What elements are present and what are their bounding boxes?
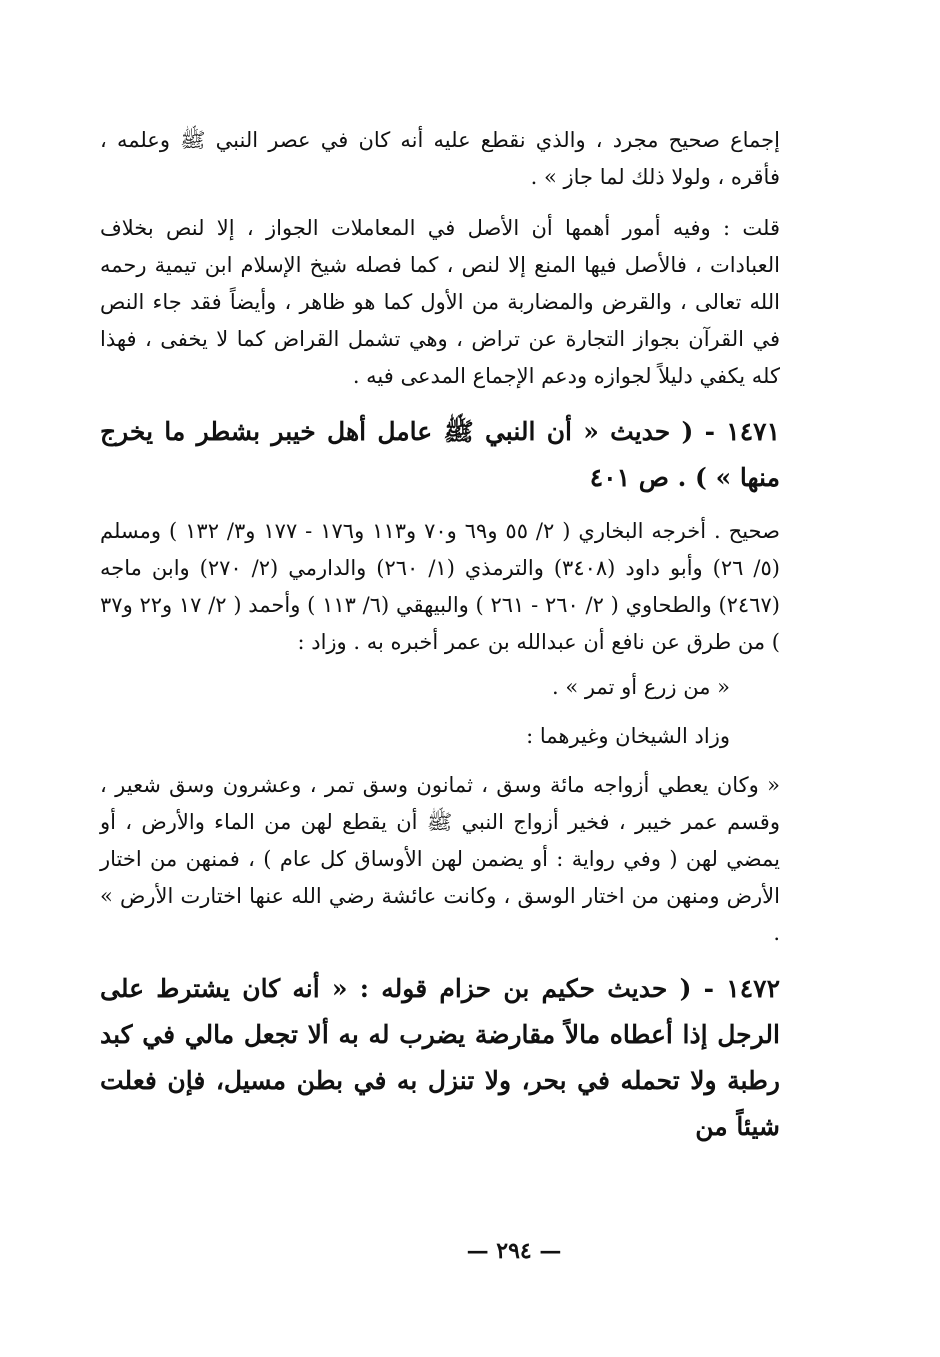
hadith-heading-1471: ١٤٧١ - ( حديث « أن النبي ﷺ عامل أهل خيبر بشطر ما يخرج منها » ) . ص ٤٠١ bbox=[100, 417, 780, 492]
quote-addition: « من زرع أو تمر » . bbox=[551, 675, 730, 699]
paragraph-khaybar-narration: « وكان يعطي أزواجه مائة وسق ، ثمانون وسق تمر ، وعشرون وسق شعير ، وقسم عمر خيبر ، فخير أزواج النبي ﷺ أن يقطع لهن من الماء والأرض ، أو يمضي لهن ( وفي رواية : أو يضمن لهن الأوساق كل عام ) ، فمنهن من اختار الأرض ومنهن من اختار الوسق ، وكانت عائشة رضي الله عنها اختارت الأرض » . bbox=[100, 773, 780, 945]
page-number-text: — ٢٩٤ — bbox=[466, 1238, 562, 1264]
paragraph-takhrij: صحيح . أخرجه البخاري ( ٢/ ٥٥ و٦٩ و٧٠ و١١٣ و١٧٦ - ١٧٧ و٣/ ١٣٢ ) ومسلم (٥/ ٢٦) وأبو داود (٣٤٠٨) والترمذي (١/ ٢٦٠) والدارمي (٢/ ٢٧٠) وابن ماجه (٢٤٦٧) والطحاوي ( ٢/ ٢٦٠ - ٢٦١ ) والبيهقي (٦/ ١١٣ ) وأحمد ( ٢/ ١٧ و٢٢ و٣٧ ) من طرق عن نافع أن عبدالله بن عمر أخبره به . وزاد : bbox=[100, 519, 780, 654]
hadith-heading-1472: ١٤٧٢ - ( حديث حكيم بن حزام قوله : « أنه كان يشترط على الرجل إذا أعطاه مالاً مقارضة يضرب له به ألا تجعل مالي في كبد رطبة ولا تحمله في بحر، ولا تنزل به في بطن مسيل، فإن فعلت شيئاً من bbox=[100, 974, 780, 1141]
shaykhan-addition: وزاد الشيخان وغيرهما : bbox=[526, 724, 730, 748]
paragraph-commentary: قلت : وفيه أمور أهمها أن الأصل في المعاملات الجواز ، إلا لنص بخلاف العبادات ، فالأصل فيها المنع إلا لنص ، كما فصله شيخ الإسلام ابن تيمية رحمه الله تعالى ، والقرض والمضاربة من الأول كما هو ظاهر ، وأيضاً فقد جاء النص في القرآن بجواز التجارة عن تراض ، وهي تشمل القراض كما لا يخفى ، فهذا كله يكفي دليلاً لجوازه ودعم الإجماع المدعى فيه . bbox=[100, 216, 780, 388]
document-page bbox=[100, 122, 780, 1162]
paragraph-ijma: إجماع صحيح مجرد ، والذي نقطع عليه أنه كان في عصر النبي ﷺ وعلمه ، فأقره ، ولولا ذلك لما جاز » . bbox=[100, 128, 780, 189]
page-number bbox=[0, 1238, 940, 1264]
